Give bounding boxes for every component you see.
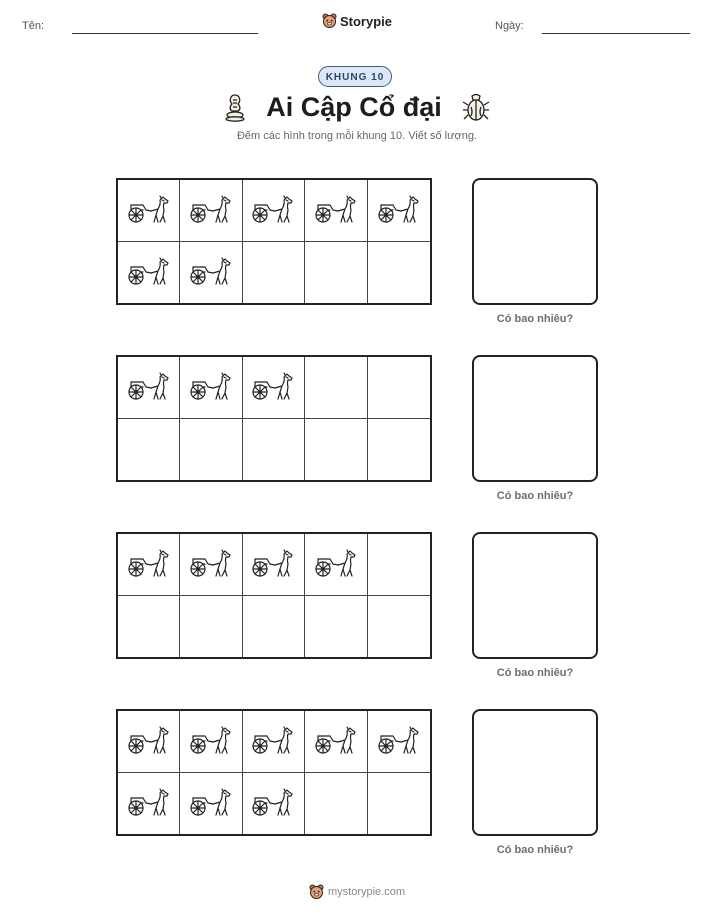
frame-cell bbox=[118, 711, 180, 773]
frame-cell bbox=[305, 534, 367, 596]
cobra-icon bbox=[224, 92, 246, 122]
frame-cell bbox=[180, 711, 242, 773]
question-label: Có bao nhiêu? bbox=[496, 313, 574, 325]
instructions: Đếm các hình trong mỗi khung 10. Viết số lượng. bbox=[236, 130, 477, 142]
frame-cell bbox=[118, 242, 180, 304]
frame-cell bbox=[243, 180, 305, 242]
footer bbox=[0, 884, 714, 905]
horse-chariot-icon bbox=[251, 371, 295, 403]
frame-cell bbox=[305, 773, 367, 835]
horse-chariot-icon bbox=[127, 548, 171, 580]
horse-chariot-icon bbox=[314, 548, 358, 580]
answer-box[interactable] bbox=[472, 178, 598, 305]
frame-cell bbox=[368, 242, 430, 304]
frame-cell bbox=[305, 419, 367, 481]
frame-cell bbox=[368, 357, 430, 419]
brand-name: Storypie bbox=[339, 13, 392, 29]
horse-chariot-icon bbox=[189, 371, 233, 403]
frame-cell bbox=[180, 180, 242, 242]
frame-cell bbox=[118, 419, 180, 481]
horse-chariot-icon bbox=[189, 787, 233, 819]
horse-chariot-icon bbox=[251, 194, 295, 226]
bear-icon bbox=[322, 13, 337, 29]
frame-cell bbox=[368, 711, 430, 773]
question-label: Có bao nhiêu? bbox=[496, 844, 574, 856]
frame-cell bbox=[243, 773, 305, 835]
frame-cell bbox=[180, 419, 242, 481]
name-label: Tên: bbox=[22, 20, 45, 32]
horse-chariot-icon bbox=[127, 256, 171, 288]
frame-cell bbox=[180, 534, 242, 596]
answer-box[interactable] bbox=[472, 709, 598, 836]
frame-cell bbox=[305, 596, 367, 658]
frame-cell bbox=[368, 180, 430, 242]
date-label: Ngày: bbox=[495, 20, 524, 32]
ten-frame bbox=[116, 178, 432, 305]
frame-cell bbox=[305, 711, 367, 773]
frame-cell bbox=[118, 596, 180, 658]
horse-chariot-icon bbox=[127, 725, 171, 757]
page-title: Ai Cập Cổ đại bbox=[266, 91, 442, 122]
frame-cell bbox=[368, 773, 430, 835]
horse-chariot-icon bbox=[251, 548, 295, 580]
horse-chariot-icon bbox=[377, 725, 421, 757]
frame-cell bbox=[368, 596, 430, 658]
horse-chariot-icon bbox=[314, 725, 358, 757]
date-field[interactable] bbox=[542, 33, 690, 34]
footer-url: mystorypie.com bbox=[327, 886, 406, 898]
frame-cell bbox=[118, 534, 180, 596]
frame-cell bbox=[118, 357, 180, 419]
horse-chariot-icon bbox=[127, 371, 171, 403]
horse-chariot-icon bbox=[314, 194, 358, 226]
answer-box[interactable] bbox=[472, 355, 598, 482]
horse-chariot-icon bbox=[251, 787, 295, 819]
horse-chariot-icon bbox=[189, 256, 233, 288]
ten-frame bbox=[116, 532, 432, 659]
horse-chariot-icon bbox=[127, 194, 171, 226]
frame-cell bbox=[243, 534, 305, 596]
ten-frame bbox=[116, 709, 432, 836]
horse-chariot-icon bbox=[189, 194, 233, 226]
bear-icon bbox=[309, 884, 324, 900]
frame-cell bbox=[180, 242, 242, 304]
horse-chariot-icon bbox=[377, 194, 421, 226]
worksheet-badge: KHUNG 10 bbox=[318, 66, 392, 87]
frame-cell bbox=[243, 596, 305, 658]
frame-cell bbox=[180, 773, 242, 835]
frame-cell bbox=[180, 596, 242, 658]
frame-cell bbox=[243, 242, 305, 304]
horse-chariot-icon bbox=[251, 725, 295, 757]
frame-cell bbox=[368, 534, 430, 596]
ten-frame bbox=[116, 355, 432, 482]
frame-cell bbox=[305, 180, 367, 242]
horse-chariot-icon bbox=[127, 787, 171, 819]
frame-cell bbox=[305, 242, 367, 304]
question-label: Có bao nhiêu? bbox=[496, 667, 574, 679]
frame-cell bbox=[180, 357, 242, 419]
frame-cell bbox=[118, 180, 180, 242]
answer-box[interactable] bbox=[472, 532, 598, 659]
question-label: Có bao nhiêu? bbox=[496, 490, 574, 502]
frame-cell bbox=[118, 773, 180, 835]
frame-cell bbox=[243, 711, 305, 773]
horse-chariot-icon bbox=[189, 725, 233, 757]
brand-logo bbox=[0, 13, 714, 34]
frame-cell bbox=[243, 357, 305, 419]
frame-cell bbox=[243, 419, 305, 481]
frame-cell bbox=[305, 357, 367, 419]
horse-chariot-icon bbox=[189, 548, 233, 580]
frame-cell bbox=[368, 419, 430, 481]
scarab-beetle-icon bbox=[462, 92, 490, 122]
